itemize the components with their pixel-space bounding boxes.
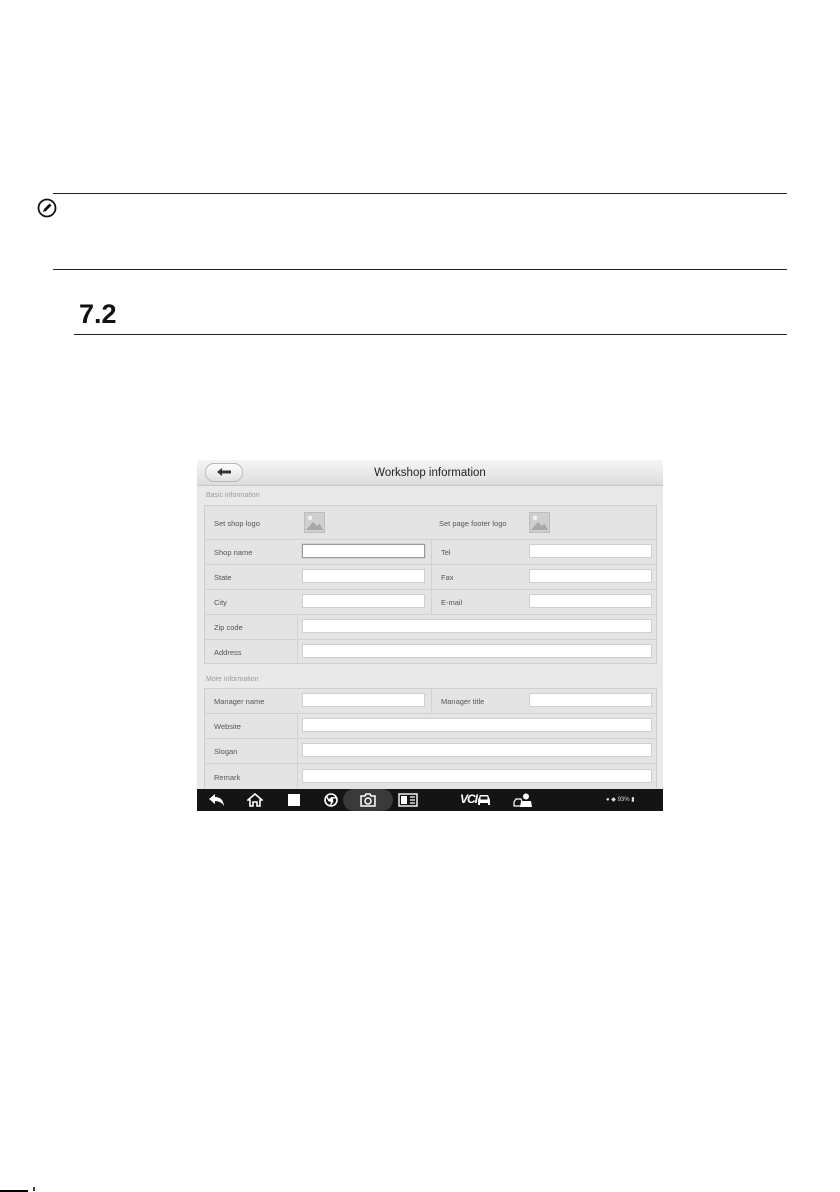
technician-icon[interactable] bbox=[513, 793, 533, 807]
manager-title-input[interactable] bbox=[529, 693, 652, 707]
manager-title-label: Manager title bbox=[441, 697, 485, 706]
shop-logo-image-icon[interactable] bbox=[304, 512, 325, 533]
label-divider bbox=[297, 739, 298, 763]
fax-input[interactable] bbox=[529, 569, 652, 583]
zip-row bbox=[205, 615, 656, 640]
page-corner-mark bbox=[0, 1184, 70, 1192]
label-divider bbox=[297, 640, 298, 663]
page-title: Workshop information bbox=[374, 467, 486, 479]
city-input[interactable] bbox=[302, 594, 425, 608]
battery-icon: ▮ bbox=[631, 797, 635, 803]
fax-label: Fax bbox=[441, 573, 454, 582]
title-bar bbox=[197, 460, 663, 486]
more-info-panel bbox=[204, 688, 657, 790]
shop-name-label: Shop name bbox=[214, 548, 253, 557]
label-divider bbox=[297, 615, 298, 639]
location-icon: ● bbox=[606, 797, 610, 803]
zip-input[interactable] bbox=[302, 619, 652, 633]
shop-name-row bbox=[205, 540, 656, 565]
more-section-label: More information bbox=[206, 676, 259, 683]
home-icon[interactable] bbox=[247, 793, 263, 807]
browser-icon[interactable] bbox=[324, 793, 338, 807]
city-row bbox=[205, 590, 656, 615]
basic-section-label: Basic information bbox=[206, 492, 260, 499]
address-label: Address bbox=[214, 648, 242, 657]
camera-icon[interactable] bbox=[360, 793, 376, 807]
recent-apps-icon[interactable] bbox=[287, 793, 301, 807]
label-divider bbox=[297, 764, 298, 790]
email-label: E-mail bbox=[441, 598, 463, 607]
wifi-icon: ◆ bbox=[611, 797, 616, 803]
section-number: 7.2 bbox=[79, 299, 117, 329]
manager-name-input[interactable] bbox=[302, 693, 425, 707]
slogan-input[interactable] bbox=[302, 743, 652, 757]
slogan-row bbox=[205, 739, 656, 764]
column-divider bbox=[431, 540, 432, 564]
slogan-label: Slogan bbox=[214, 747, 238, 756]
state-row bbox=[205, 565, 656, 590]
note-bottom-rule bbox=[53, 269, 787, 270]
remark-label: Remark bbox=[214, 773, 241, 782]
website-input[interactable] bbox=[302, 718, 652, 732]
status-bar bbox=[606, 796, 635, 803]
zip-label: Zip code bbox=[214, 623, 243, 632]
address-input[interactable] bbox=[302, 644, 652, 658]
manager-row bbox=[205, 689, 656, 714]
note-top-rule bbox=[53, 193, 787, 194]
website-label: Website bbox=[214, 722, 241, 731]
email-input[interactable] bbox=[529, 594, 652, 608]
address-row bbox=[205, 640, 656, 663]
manager-name-label: Manager name bbox=[214, 697, 265, 706]
footer-logo-label: Set page footer logo bbox=[439, 519, 507, 528]
shop-logo-label: Set shop logo bbox=[214, 519, 260, 528]
website-row bbox=[205, 714, 656, 739]
footer-logo-image-icon[interactable] bbox=[529, 512, 550, 533]
back-icon[interactable] bbox=[208, 793, 225, 807]
android-nav-bar bbox=[197, 789, 663, 811]
state-input[interactable] bbox=[302, 569, 425, 583]
tel-input[interactable] bbox=[529, 544, 652, 558]
basic-info-panel bbox=[204, 505, 657, 664]
screenshot-icon[interactable] bbox=[398, 793, 418, 807]
column-divider bbox=[431, 689, 432, 713]
workshop-info-screenshot bbox=[197, 460, 663, 811]
car-icon[interactable] bbox=[476, 793, 492, 807]
section-rule bbox=[74, 334, 787, 335]
label-divider bbox=[297, 714, 298, 738]
shop-name-input[interactable] bbox=[302, 544, 425, 558]
city-label: City bbox=[214, 598, 227, 607]
battery-level: 93% bbox=[617, 797, 630, 803]
logo-row bbox=[205, 506, 656, 540]
vci-icon[interactable]: VCI bbox=[460, 792, 478, 806]
pencil-note-icon bbox=[37, 198, 57, 218]
state-label: State bbox=[214, 573, 232, 582]
column-divider bbox=[431, 590, 432, 614]
column-divider bbox=[431, 565, 432, 589]
tel-label: Tel bbox=[441, 548, 451, 557]
remark-row bbox=[205, 764, 656, 790]
remark-input[interactable] bbox=[302, 769, 652, 783]
